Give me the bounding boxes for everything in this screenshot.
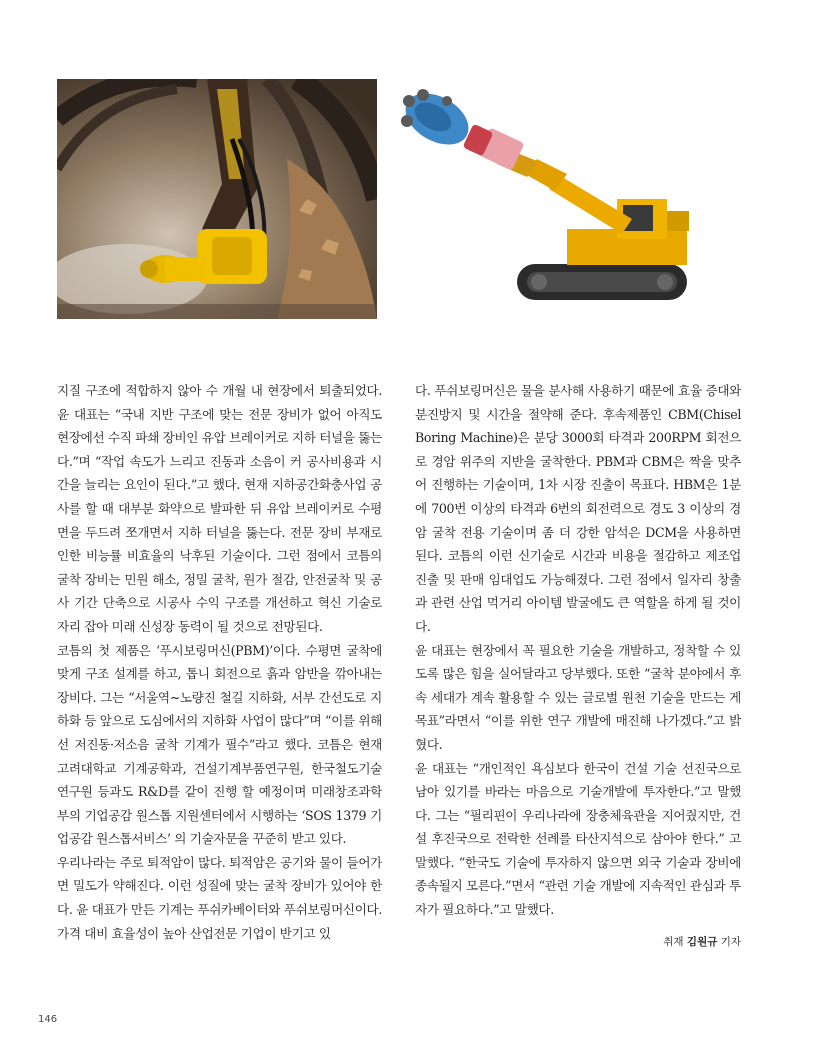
article-paragraph: 우리나라는 주로 퇴적암이 많다. 퇴적암은 공기와 물이 들어가면 밀도가 약해진다. 이런 성질에 맞는 굴착 장비가 있어야 한다. 윤 대표가 만든 기계는 푸쉬카베이터와 푸쉬보링머신이다. 가격 대비 효율성이 높아 산업전문 기업이 반기고 있: [57, 854, 382, 941]
excavator-illustration: [387, 79, 717, 319]
article-column-left: [57, 379, 382, 945]
article-byline: [663, 934, 741, 949]
article-paragraph: 지질 구조에 적합하지 않아 수 개월 내 현장에서 퇴출되었다. 윤 대표는 “국내 지반 구조에 맞는 전문 장비가 없어 아직도 현장에선 수직 파쇄 장비인 유압 브레이커로 지하 터널을 뚫는다.”며 “작업 속도가 느리고 진동과 소음이 커 공사비용과 시간을 늘리는 요인이 된다.”고 했다. 현재 지하공간화충사업 공사를 할 때 대부분 화약으로 발파한 뒤 유압 브레이커로 수평면을 두드려 쪼개면서 지하 터널을 뚫는다. 전문 장비 부재로 인한 비능률 비효율의 낙후된 기술이다. 그런 점에서 코틈의 굴착 장비는 민원 해소, 정밀 굴착, 원가 절감, 안전굴착 및 공사 기간 단축으로 시공사 수익 구조를 개선하고 혁신 기술로 자리 잡아 미래 신성장 동력이 될 것으로 전망된다.: [57, 383, 382, 634]
tunnel-excavation-photo: [57, 79, 377, 319]
byline-suffix: 기자: [720, 936, 741, 948]
article-paragraph: 윤 대표는 현장에서 꼭 필요한 기술을 개발하고, 정착할 수 있도록 많은 힘을 실어달라고 당부했다. 또한 “굴착 분야에서 후속 세대가 계속 활용할 수 있는 글로벌 원천 기술을 만드는 게 목표”라면서 “이를 위한 연구 개발에 매진해 나가겠다.”고 밝혔다.: [415, 642, 741, 752]
article-paragraph: 다. 푸쉬보링머신은 물을 분사해 사용하기 때문에 효율 증대와 분진방지 및 시간을 절약해 준다. 후속제품인 CBM(Chisel Boring Machine)은 분당 3000회 타격과 200RPM 회전으로 경암 위주의 지반을 굴착한다. PBM과 CBM은 짝을 맞추어 진행하는 기술이며, 1차 시장 진출이 목표다. HBM은 1분에 700번 이상의 타격과 6번의 회전력으로 경도 3 이상의 경암 굴착 전용 기술이며 좀 더 강한 암석은 DCM을 사용하면 된다. 코틈의 이런 신기술로 시간과 비용을 절감하고 제조업 진출 및 판매 임대업도 가능해졌다. 그런 점에서 일자리 창출과 관련 산업 먹거리 아이템 발굴에도 큰 역할을 하게 될 것이다.: [415, 383, 741, 634]
tunnel-photo-illustration: [57, 79, 377, 319]
article-paragraph: 윤 대표는 “개인적인 욕심보다 한국이 건설 기술 선진국으로 남아 있기를 바라는 마음으로 기술개발에 투자한다.”고 말했다. 그는 “필리핀이 우리나라에 장충체육관을 지어줬지만, 건설 후진국으로 전락한 선례를 타산지석으로 삼아야 한다.” 고 말했다. “한국도 기술에 투자하지 않으면 외국 기술과 장비에 종속될지 모른다.”면서 “관련 기술 개발에 지속적인 관심과 투자가 필요하다.”고 말했다.: [415, 760, 741, 918]
article-column-right: [415, 379, 741, 922]
excavator-machine-photo: [387, 79, 717, 319]
page-number: 146: [38, 1014, 58, 1025]
byline-reporter-name: 김원규: [686, 936, 718, 948]
byline-prefix: 취재: [663, 936, 684, 948]
excavator-tracks: [517, 264, 687, 300]
article-paragraph: 코틈의 첫 제품은 ‘푸시보링머신(PBM)’이다. 수평면 굴착에 맞게 구조 설계를 하고, 톱니 회전으로 흙과 암반을 깎아내는 장비다. 그는 “서울역~노량진 철길 지하화, 서부 간선도로 지하화 등 앞으로 도심에서의 지하화 사업이 많다”며 “이를 위해선 저진동·저소음 굴착 기계가 필수”라고 했다. 코틈은 현재 고려대학교 기계공학과, 건설기계부품연구원, 한국철도기술연구원 등과도 R&D를 같이 진행 할 예정이며 미래창조과학부의 기업공감 원스톱 지원센터에서 시행하는 ‘SOS 1379 기업공감 원스톱서비스’ 의 기술자문을 꾸준히 받고 있다.: [57, 642, 382, 847]
